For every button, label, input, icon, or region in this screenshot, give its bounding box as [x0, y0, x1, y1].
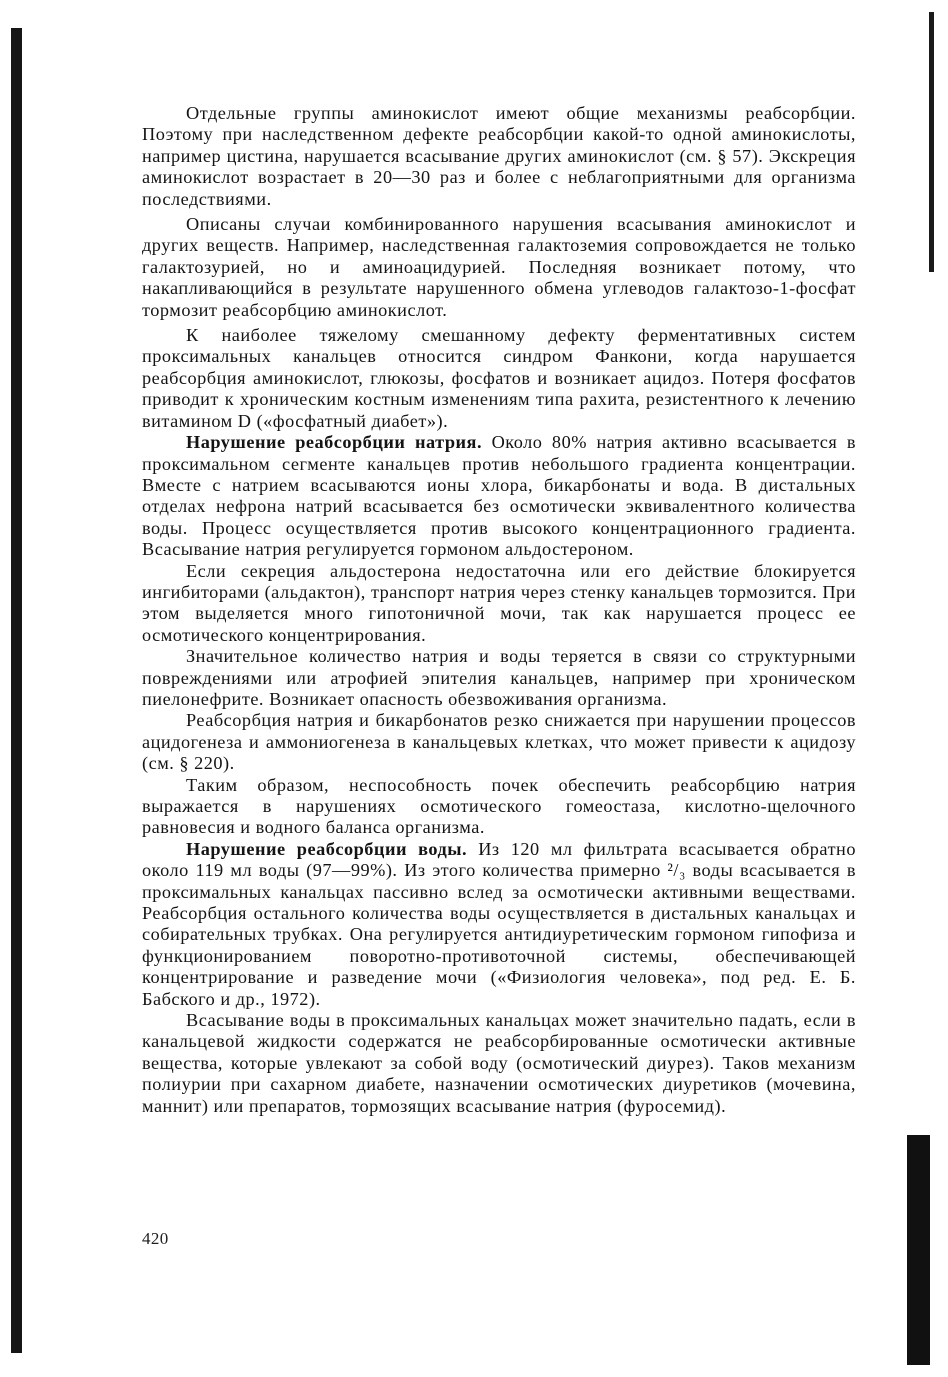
paragraph-text: Реабсорбция натрия и бикарбонатов резко снижается при нарушении процессов ацидогенеза и аммониогенеза в канальцевых клетках, что может привести к ацидозу (см. § 220).	[142, 710, 856, 774]
paragraph	[142, 432, 856, 560]
paragraph-text: Всасывание воды в проксимальных канальцах может значительно падать, если в канальцевой жидкости содержатся не реабсорбированные осмотически активные вещества, которые увлекают за собой воду (осмотический диурез). Таков механизм полиурии при сахарном диабете, назначении осмотических диуретиков (мочевина, маннит) или препаратов, тормозящих всасывание натрия (фуросемид).	[142, 1010, 856, 1116]
paragraph	[142, 710, 856, 774]
paragraph-text: Описаны случаи комбинированного нарушения всасывания аминокислот и других веществ. Например, наследственная галактоземия сопровождается не только галактозурией, но и аминоацидурией. Последняя возникает потому, что накапливающийся в результате нарушенного обмена углеводов галактозо-1-фосфат тормозит реабсорбцию аминокислот.	[142, 214, 856, 320]
paragraph	[142, 646, 856, 710]
paragraph-text: Таким образом, неспособность почек обеспечить реабсорбцию натрия выражается в нарушениях осмотического гомеостаза, кислотно-щелочного равновесия и водного баланса организма.	[142, 774, 856, 838]
paragraph-text: Около 80% натрия активно всасывается в проксимальном сегменте канальцев против небольшого градиента концентрации. Вместе с натрием всасываются ионы хлора, бикарбонаты и вода. В дистальных отделах нефрона натрий всасывается без осмотически эквивалентного количества воды. Процесс осуществляется против высокого концентрационного градиента. Всасывание натрия регулируется гормоном альдостероном.	[142, 432, 856, 560]
section-run-in-heading: Нарушение реабсорбции натрия.	[186, 432, 483, 453]
paragraph	[142, 561, 856, 647]
paragraph	[142, 1010, 856, 1117]
page-number: 420	[142, 1229, 169, 1248]
paragraph	[142, 103, 856, 210]
paragraph-text: Из 120 мл фильтрата всасывается обратно около 119 мл воды (97—99%). Из этого количества примерно ²/₃ воды всасывается в проксимальных канальцах пассивно вслед за осмотически активными веществами. Реабсорбция остального количества воды осуществляется в дистальных канальцах и собирательных трубках. Она регулируется антидиуретическим гормоном гипофиза и функционированием поворотно-противоточной системы, обеспечивающей концентрирование и разведение мочи («Физиология человека», под ред. Е. Б. Бабского и др., 1972).	[142, 838, 856, 1009]
paragraph	[142, 214, 856, 321]
page-body	[142, 103, 856, 1117]
paragraph-text: Отдельные группы аминокислот имеют общие механизмы реабсорбции. Поэтому при наследственном дефекте реабсорбции какой-то одной аминокислоты, например цистина, нарушается всасывание других аминокислот (см. § 57). Экскреция аминокислот возрастает в 20—30 раз и более с неблагоприятными для организма последствиями.	[142, 103, 856, 209]
paragraph-text: Значительное количество натрия и воды теряется в связи со структурными повреждениями или атрофией эпителия канальцев, например при хроническом пиелонефрите. Возникает опасность обезвоживания организма.	[142, 646, 856, 709]
paragraph-text: Если секреция альдостерона недостаточна или его действие блокируется ингибиторами (альдактон), транспорт натрия через стенку канальцев тормозится. При этом выделяется много гипотоничной мочи, так как нарушается процесс ее осмотического концентрирования.	[142, 560, 856, 645]
paragraph-text: К наиболее тяжелому смешанному дефекту ферментативных систем проксимальных канальцев относится синдром Фанкони, когда нарушается реабсорбция аминокислот, глюкозы, фосфатов и возникает ацидоз. Потеря фосфатов приводит к хроническим костным изменениям типа рахита, резистентного к лечению витамином D («фосфатный диабет»).	[142, 325, 856, 431]
section-run-in-heading: Нарушение реабсорбции воды.	[186, 838, 468, 859]
scan-shadow-right-top	[929, 12, 934, 272]
paragraph	[142, 325, 856, 432]
scan-shadow-left	[11, 28, 22, 1353]
paragraph	[142, 839, 856, 1010]
paragraph	[142, 775, 856, 839]
scan-shadow-right-bottom	[907, 1135, 930, 1365]
